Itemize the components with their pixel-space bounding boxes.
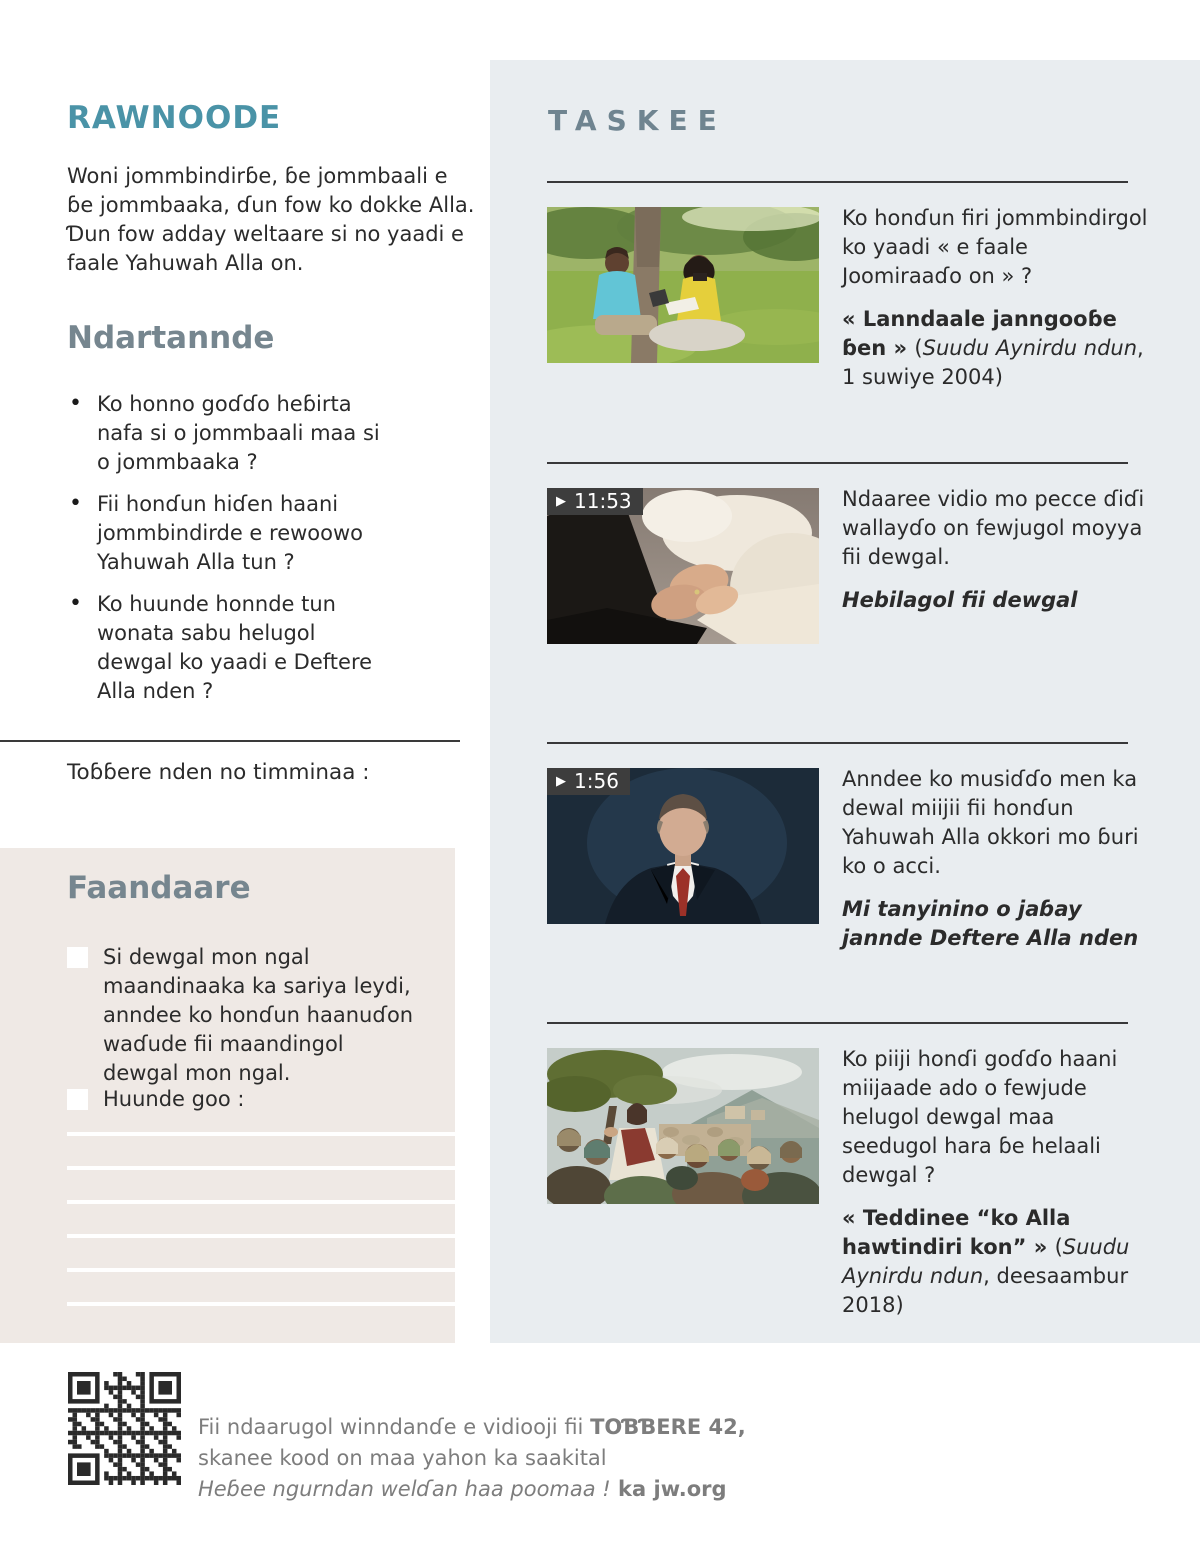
writing-line bbox=[67, 1166, 455, 1170]
left-divider bbox=[0, 740, 460, 742]
question-text: Fii honɗun hiɗen haani jommbindirde e rewoowo Yahuwah Alla tun ? bbox=[97, 492, 364, 574]
section-text-block bbox=[842, 1045, 1152, 1334]
section-divider bbox=[547, 742, 1128, 744]
goal-item-text: Huunde goo : bbox=[103, 1087, 245, 1111]
section-divider bbox=[547, 462, 1128, 464]
couple-studying-outdoors-illustration bbox=[547, 207, 819, 363]
questions-title: Ndartannde bbox=[67, 320, 275, 356]
bullet-icon: • bbox=[69, 391, 82, 416]
footer-text bbox=[198, 1412, 818, 1505]
section-question: Anndee ko musiɗɗo men ka dewal miijii fii honɗun Yahuwah Alla okkori mo ɓuri ko o acci. bbox=[842, 767, 1139, 878]
goal-check-item bbox=[67, 943, 417, 1088]
section-reference: Mi tanyinino o jaɓay jannde Deftere Alla nden bbox=[842, 897, 1139, 950]
footer-line: skanee kood on maa yahon ka saakital bbox=[198, 1446, 607, 1470]
jesus-teaching-crowd-illustration bbox=[547, 1048, 819, 1204]
writing-line bbox=[67, 1302, 455, 1306]
question-item bbox=[67, 590, 397, 706]
section-divider bbox=[547, 181, 1128, 183]
play-icon: ▶ bbox=[556, 773, 566, 789]
completion-note: Toɓɓere nden no timminaa : bbox=[67, 760, 370, 785]
writing-line bbox=[67, 1234, 455, 1238]
section-text-block bbox=[842, 765, 1152, 967]
footer-line: Fii ndaarugol winndanɗe e vidiooji fii TOƁƁERE 42, bbox=[198, 1415, 746, 1439]
goal-box bbox=[0, 848, 455, 1343]
play-icon: ▶ bbox=[556, 493, 566, 509]
checkbox[interactable] bbox=[67, 947, 88, 968]
goal-title: Faandaare bbox=[67, 870, 251, 906]
goal-item-text: Si dewgal mon ngal maandinaaka ka sariya leydi, anndee ko honɗun haanuɗon waɗude fii maandingol dewgal mon ngal. bbox=[103, 945, 414, 1085]
question-text: Ko huunde honnde tun wonata sabu helugol dewgal ko yaadi e Deftere Alla nden ? bbox=[97, 592, 373, 703]
writing-line bbox=[67, 1132, 455, 1136]
question-item bbox=[67, 390, 397, 477]
duration-text: 11:53 bbox=[574, 489, 632, 513]
overview-title: RAWNOODE bbox=[67, 100, 282, 136]
qr-code bbox=[68, 1372, 181, 1485]
question-list bbox=[67, 390, 397, 719]
section-divider bbox=[547, 1022, 1128, 1024]
duration-badge bbox=[547, 488, 643, 515]
section-question: Ko honɗun firi jommbindirgol ko yaadi « e faale Joomiraaɗo on » ? bbox=[842, 206, 1148, 288]
duration-badge bbox=[547, 768, 630, 795]
writing-line bbox=[67, 1200, 455, 1204]
writing-lines bbox=[67, 1132, 455, 1336]
goal-check-item bbox=[67, 1085, 417, 1114]
question-item bbox=[67, 490, 397, 577]
duration-text: 1:56 bbox=[574, 769, 619, 793]
bullet-icon: • bbox=[69, 491, 82, 516]
section-text-block bbox=[842, 204, 1152, 406]
question-text: Ko honno goɗɗo heɓirta nafa si o jommbaali maa si o jommbaaka ? bbox=[97, 392, 380, 474]
bullet-icon: • bbox=[69, 591, 82, 616]
taskee-title: TASKEE bbox=[548, 104, 727, 137]
qr-code-graphic bbox=[68, 1372, 181, 1485]
section-reference: « Lanndaale janngooɓe ɓen » (Suudu Aynirdu ndun, 1 suwiye 2004) bbox=[842, 307, 1144, 389]
brother-speaker-video-thumbnail[interactable] bbox=[547, 768, 819, 924]
couple-studying-outdoors-image bbox=[547, 207, 819, 363]
section-reference: Hebilagol fii dewgal bbox=[842, 588, 1078, 612]
checkbox[interactable] bbox=[67, 1089, 88, 1110]
wedding-hands-video-thumbnail[interactable] bbox=[547, 488, 819, 644]
section-question: Ko piiji honɗi goɗɗo haani miijaade ado o fewjude helugol dewgal maa seedugol hara ɓe helaali dewgal ? bbox=[842, 1047, 1118, 1187]
jesus-teaching-crowd-image bbox=[547, 1048, 819, 1204]
writing-line bbox=[67, 1268, 455, 1272]
overview-text: Woni jommbindirɓe, ɓe jommbaali e ɓe jommbaaka, ɗun fow ko dokke Alla. Ɗun fow adday weltaare si no yaadi e faale Yahuwah Alla on. bbox=[67, 164, 475, 275]
section-question: Ndaaree vidio mo pecce ɗiɗi wallayɗo on fewjugol moyya fii dewgal. bbox=[842, 487, 1145, 569]
section-text-block bbox=[842, 485, 1152, 629]
footer-line: Heɓee ngurndan welɗan haa poomaa ! ka jw.org bbox=[198, 1477, 727, 1501]
section-reference: « Teddinee “ko Alla hawtindiri kon” » (Suudu Aynirdu ndun, deesaambur 2018) bbox=[842, 1206, 1130, 1317]
